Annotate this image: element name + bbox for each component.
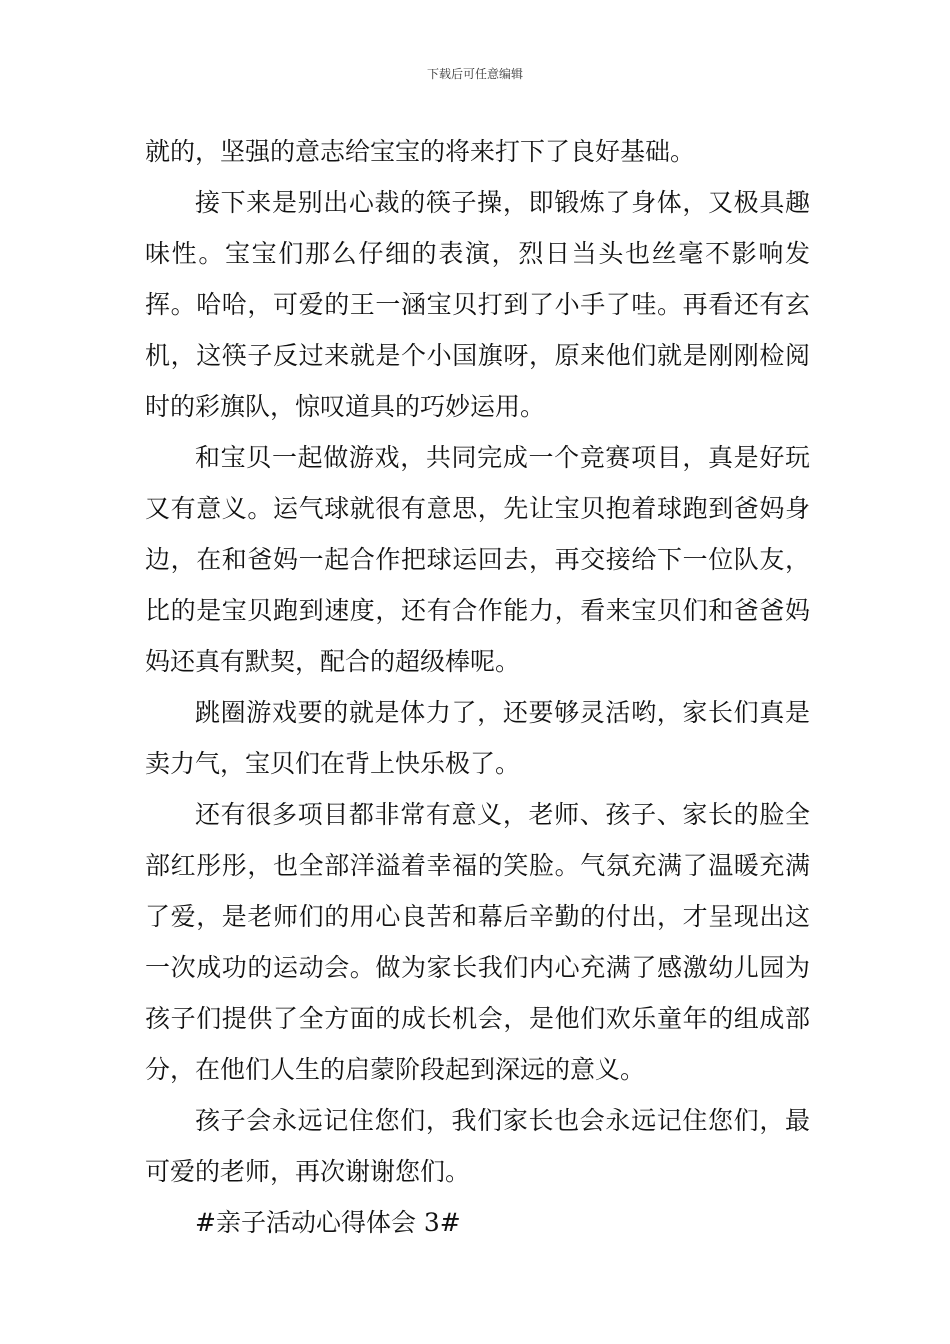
section-heading: #亲子活动心得体会 3#: [195, 1208, 461, 1237]
paragraph-5: 还有很多项目都非常有意义，老师、孩子、家长的脸全部红彤彤，也全部洋溢着幸福的笑脸。气氛充满了温暖充满了爱，是老师们的用心良苦和幕后辛勤的付出，才呈现出这一次成功的运动会。做为家长我们内心充满了感激幼儿园为孩子们提供了全方面的成长机会，是他们欢乐童年的组成部分，在他们人生的启蒙阶段起到深远的意义。: [145, 800, 810, 1084]
paragraph-4: 跳圈游戏要的就是体力了，还要够灵活哟，家长们真是卖力气，宝贝们在背上快乐极了。: [145, 698, 810, 778]
document-body: [145, 126, 810, 1248]
paragraph-2: 接下来是别出心裁的筷子操，即锻炼了身体，又极具趣味性。宝宝们那么仔细的表演，烈日当头也丝毫不影响发挥。哈哈，可爱的王一涵宝贝打到了小手了哇。再看还有玄机，这筷子反过来就是个小国旗呀，原来他们就是刚刚检阅时的彩旗队，惊叹道具的巧妙运用。: [145, 188, 810, 421]
paragraph-3: 和宝贝一起做游戏，共同完成一个竞赛项目，真是好玩又有意义。运气球就很有意思，先让宝贝抱着球跑到爸妈身边，在和爸妈一起合作把球运回去，再交接给下一位队友，比的是宝贝跑到速度，还有合作能力，看来宝贝们和爸爸妈妈还真有默契，配合的超级棒呢。: [145, 443, 810, 676]
page-header-note: 下载后可任意编辑: [426, 67, 523, 81]
paragraph-1: 就的，坚强的意志给宝宝的将来打下了良好基础。: [145, 137, 696, 166]
paragraph-6: 孩子会永远记住您们，我们家长也会永远记住您们，最可爱的老师，再次谢谢您们。: [145, 1106, 810, 1186]
